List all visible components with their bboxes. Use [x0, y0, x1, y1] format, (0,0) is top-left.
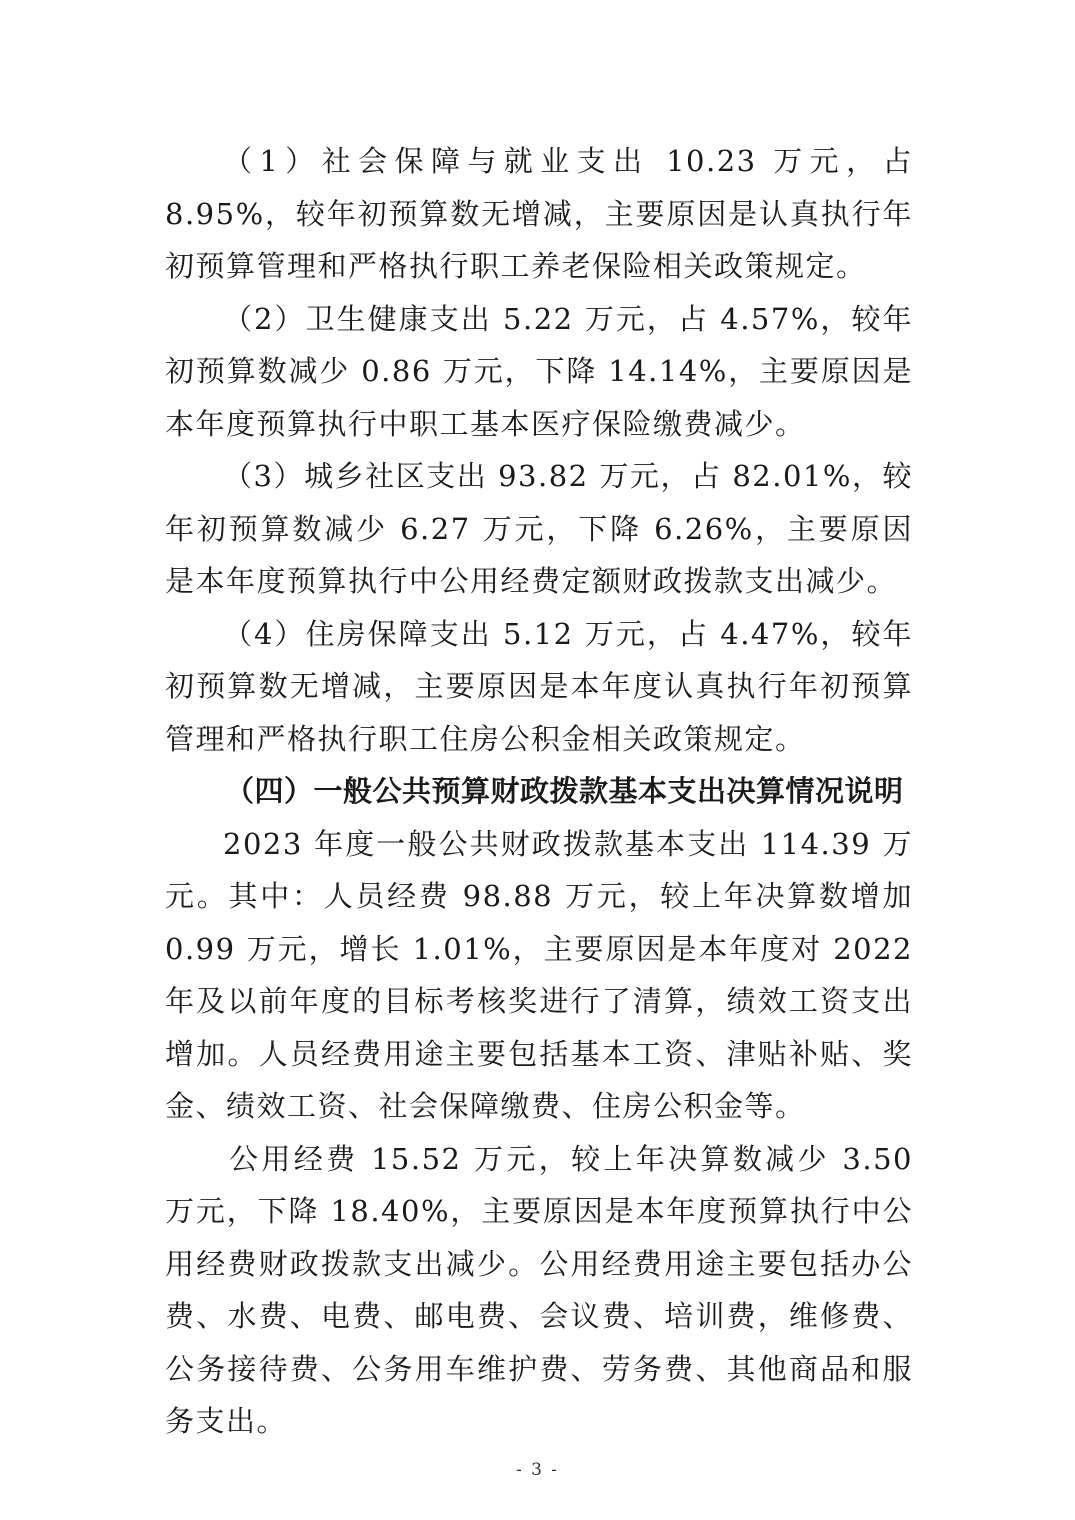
paragraph-housing: （4）住房保障支出 5.12 万元，占 4.47%，较年初预算数无增减，主要原因是本年度认真执行年初预算管理和严格执行职工住房公积金相关政策规定。	[165, 616, 913, 756]
section-heading: （四）一般公共预算财政拨款基本支出决算情况说明	[225, 774, 904, 808]
page-number: - 3 -	[515, 1460, 560, 1480]
document-body	[165, 135, 913, 1448]
paragraph-personnel-expenses: 2023 年度一般公共财政拨款基本支出 114.39 万元。其中：人员经费 98.88 万元，较上年决算数增加 0.99 万元，增长 1.01%，主要原因是本年度对 2022 年及以前年度的目标考核奖进行了清算，绩效工资支出增加。人员经费用途主要包括基本工资、津贴补贴、奖金、绩效工资、社会保障缴费、住房公积金等。	[165, 826, 913, 1123]
paragraph-public-expenses: 公用经费 15.52 万元，较上年决算数减少 3.50 万元，下降 18.40%，主要原因是本年度预算执行中公用经费财政拨款支出减少。公用经费用途主要包括办公费、水费、电费、邮电费、会议费、培训费，维修费、公务接待费、公务用车维护费、劳务费、其他商品和服务支出。	[165, 1141, 913, 1438]
paragraph-urban-rural: （3）城乡社区支出 93.82 万元，占 82.01%，较年初预算数减少 6.27 万元，下降 6.26%，主要原因是本年度预算执行中公用经费定额财政拨款支出减少。	[165, 459, 913, 598]
paragraph-social-security: （1）社会保障与就业支出 10.23 万元，占 8.95%，较年初预算数无增减，主要原因是认真执行年初预算管理和严格执行职工养老保险相关政策规定。	[165, 144, 913, 283]
paragraph-health: （2）卫生健康支出 5.22 万元，占 4.57%，较年初预算数减少 0.86 万元，下降 14.14%，主要原因是本年度预算执行中职工基本医疗保险缴费减少。	[165, 301, 913, 441]
